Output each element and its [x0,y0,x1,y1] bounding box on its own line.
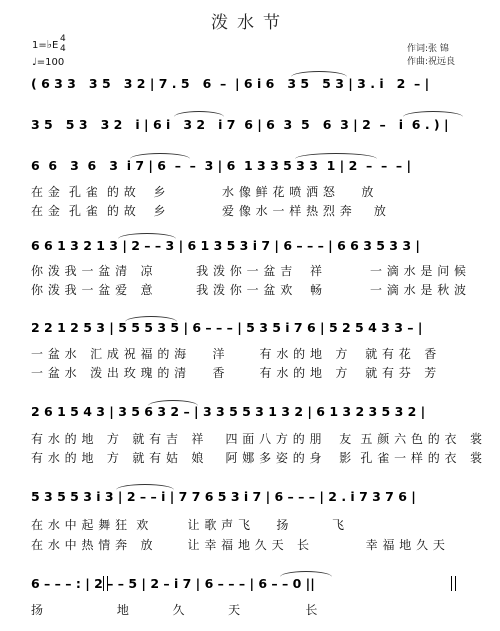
slur-mark [174,111,224,117]
tempo-marking: ♩=100 [32,57,65,68]
final-barline [451,576,456,591]
staff-row-4: 6 6 1 3 2 1 3 | 2 – – 3 | 6 1 3 5 3 i 7 | 6 – – – | 6 6 3 5 3 3 | [31,238,420,253]
slur-mark [280,571,332,577]
staff-row-2: 3 5 5 3 3 2 i | 6 i 3 2 i 7 6 | 6 3 5 6 3 | 2 – i 6 . ) | [31,117,449,132]
song-title: 泼水节 [211,13,289,33]
key-prefix: 1= [32,40,47,51]
slur-mark [118,233,176,239]
time-signature [60,34,66,54]
staff-row-7: 5 3 5 5 3 i 3 | 2 – – i | 7 7 6 5 3 i 7 | 6 – – – | 2 . i 7 3 7 6 | [31,489,416,504]
time-top: 4 [60,34,66,44]
staff-row-6: 2 6 1 5 4 3 | 3 5 6 3 2 – | 3 3 5 5 3 1 3 2 | 6 1 3 2 3 5 3 2 | [31,404,426,419]
flat-sign: ♭ [46,38,52,51]
lyric-row-7a: 在 水 中 起 舞 狂 欢 让 歌 声 飞 扬 飞 [31,518,345,532]
key-signature [32,38,58,51]
slur-mark [130,153,190,159]
lyric-row-4a: 你 泼 我 一 盆 清 凉 我 泼 你 一 盆 吉 祥 一 滴 水 是 问 候 [31,264,467,278]
staff-row-5: 2 2 1 2 5 3 | 5 5 5 3 5 | 6 – – – | 5 3 5 i 7 6 | 5 2 5 4 3 3 – | [31,320,423,335]
slur-mark [291,71,347,77]
lyric-row-5a: 一 盆 水 汇 成 祝 福 的 海 洋 有 水 的 地 方 就 有 花 香 [31,347,437,361]
slur-mark [125,316,177,322]
slur-mark [403,111,463,117]
composer-credit: 作曲:祝远良 [407,57,456,67]
lyric-row-6b: 有 水 的 地 方 就 有 姑 娘 阿 娜 多 姿 的 身 影 孔 雀 一 样 的 衣 裳 [31,451,483,465]
key-note: E [51,40,59,51]
slur-mark [148,400,198,406]
staff-row-3: 6 6 3 6 3 i 7 | 6 – – 3 | 6 1 3 3 5 3 3 1 | 2 – – – | [31,158,412,173]
lyric-row-5b: 一 盆 水 泼 出 玫 瑰 的 清 香 有 水 的 地 方 就 有 芬 芳 [31,366,437,380]
lyric-row-6a: 有 水 的 地 方 就 有 吉 祥 四 面 八 方 的 朋 友 五 颜 六 色 的 衣 裳 [31,432,483,446]
staff-row-1: ( 6 3 3 3 5 3 2 | 7 . 5 6 – | 6 i 6 3 5 5 3 | 3 . i 2 – | [31,76,430,91]
lyric-row-8: 扬 地 久 天 长 [31,603,318,617]
repeat-barline [103,576,108,591]
lyric-row-7b: 在 水 中 热 情 奔 放 让 幸 福 地 久 天 长 幸 福 地 久 天 [31,538,446,552]
lyric-row-4b: 你 泼 我 一 盆 爱 意 我 泼 你 一 盆 欢 畅 一 滴 水 是 秋 波 [31,283,467,297]
time-bottom: 4 [60,44,66,54]
lyric-row-3a: 在 金 孔 雀 的 故 乡 水 像 鲜 花 喷 洒 怒 放 [31,185,374,199]
slur-mark [116,484,174,490]
slur-mark [295,153,377,159]
lyric-row-3b: 在 金 孔 雀 的 故 乡 爱 像 水 一 样 热 烈 奔 放 [31,204,387,218]
staff-row-8: 6 – – – : | 2 – – 5 | 2 – i 7 | 6 – – – | 6 – – 0 || [31,576,315,591]
lyricist-credit: 作词:张 锦 [407,44,449,54]
